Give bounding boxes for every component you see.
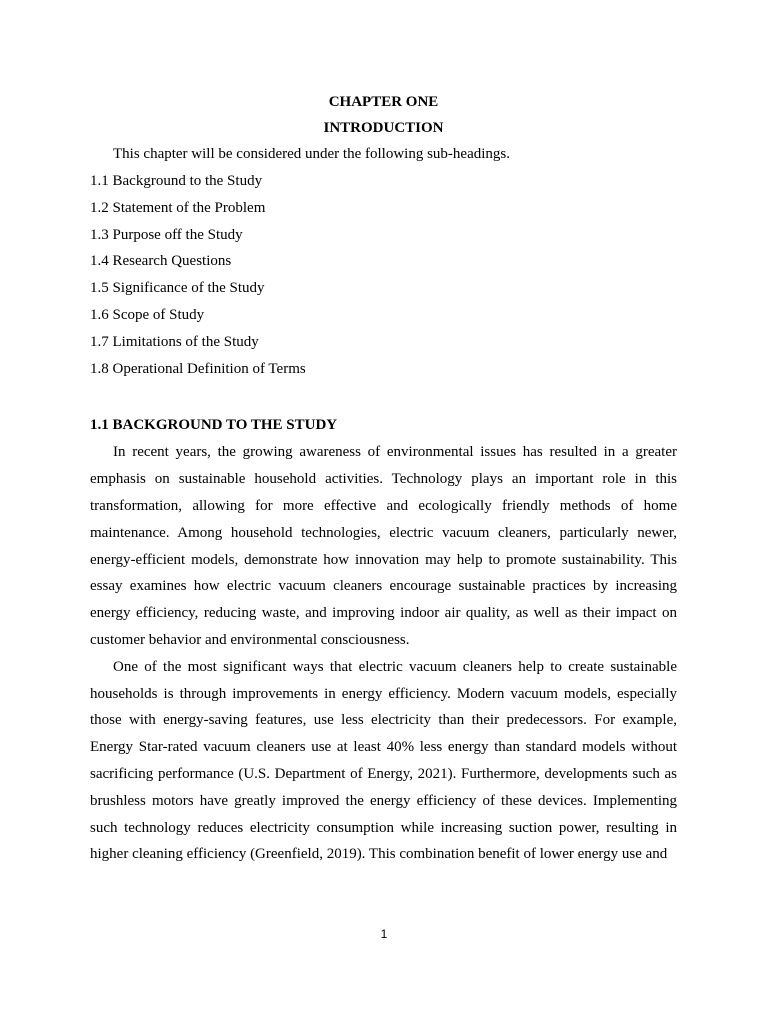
chapter-subtitle: INTRODUCTION	[323, 120, 444, 136]
body-paragraph: One of the most significant ways that electric vacuum cleaners help to create sustainable households is through improvements in energy efficiency. Modern vacuum models, especially those with energy-saving features, use less electricity than their predecessors. For example, Energy Star-rated vacuum cleaners use at least 40% less energy than standard models without sacrificing performance (U.S. Department of Energy, 2021). Furthermore, developments such as brushless motors have greatly improved the energy efficiency of these devices. Implementing such technology reduces electricity consumption while increasing suction power, resulting in higher cleaning efficiency (Greenfield, 2019). This combination benefit of lower energy use and	[90, 658, 677, 863]
section-heading: 1.1 BACKGROUND TO THE STUDY	[90, 417, 338, 434]
list-item: 1.1 Background to the Study	[90, 173, 263, 189]
chapter-title: CHAPTER ONE	[328, 94, 439, 110]
intro-sentence: This chapter will be considered under the following sub-headings.	[113, 146, 510, 162]
list-item: 1.7 Limitations of the Study	[90, 333, 259, 350]
page-number: 1	[380, 927, 388, 941]
body-paragraph: In recent years, the growing awareness of environmental issues has resulted in a greater emphasis on sustainable household activities. Technology plays an important role in this transformation, allowing for more effective and ecologically friendly methods of home maintenance. Among household technologies, electric vacuum cleaners, particularly newer, energy-efficient models, demonstrate how innovation may help to promote sustainability. This essay examines how electric vacuum cleaners encourage sustainable practices by increasing energy efficiency, reducing waste, and improving indoor air quality, as well as their impact on customer behavior and environmental consciousness.	[90, 444, 677, 648]
list-item: 1.8 Operational Definition of Terms	[90, 360, 306, 377]
list-item: 1.3 Purpose off the Study	[90, 226, 243, 243]
list-item: 1.6 Scope of Study	[90, 306, 205, 323]
subheadings-list	[90, 168, 677, 382]
list-item: 1.2 Statement of the Problem	[90, 199, 266, 216]
list-item: 1.5 Significance of the Study	[90, 280, 265, 297]
page-content	[90, 89, 677, 868]
list-item: 1.4 Research Questions	[90, 253, 232, 270]
